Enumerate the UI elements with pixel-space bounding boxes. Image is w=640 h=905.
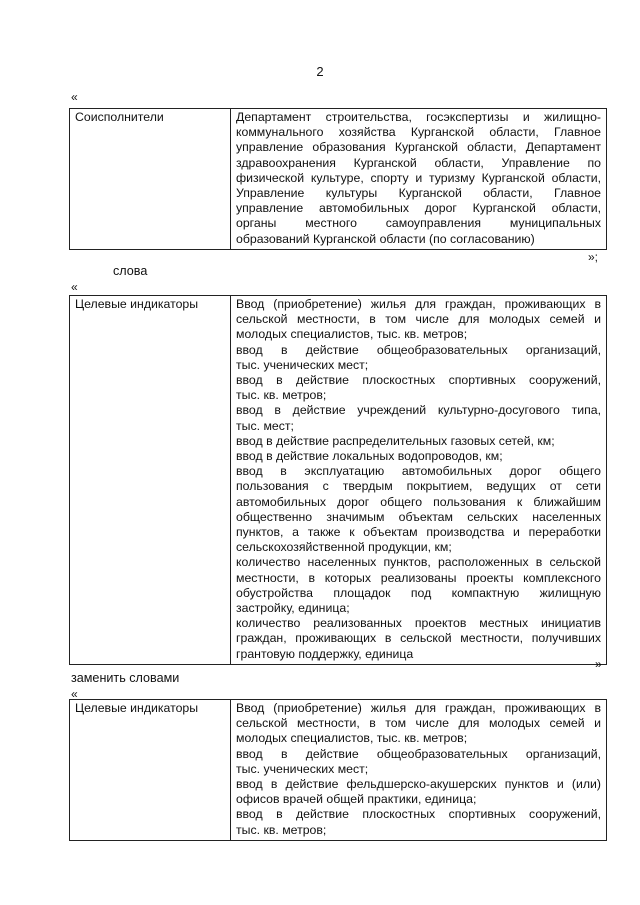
text-line: автомобильных дорог общего пользования к ближайшим [236,494,601,509]
text-line: органы местного самоуправления муниципальных [236,216,601,231]
closing-quote: »; [588,250,599,264]
text-line: здравоохранения Курганской области, Управление по [236,155,601,170]
text-line: молодых специалистов, тыс. кв. метров; [236,327,468,342]
text-line: ввод в действие учреждений культурно-досугового типа, [236,403,601,418]
co-executors-text [231,109,607,250]
co-executors-table [69,108,607,250]
text-line: ввод в действие локальных водопроводов, км; [236,449,503,464]
text-line: количество населенных пунктов, расположенных в сельской [236,555,601,570]
text-line: молодых специалистов, тыс. кв. метров; [236,731,468,746]
text-line: ввод в действие плоскостных спортивных сооружений, [236,807,601,822]
text-line: граждан, проживающих в сельской местности, получивших [236,631,601,646]
text-line: ввод в действие плоскостных спортивных сооружений, [236,373,601,388]
text-line: ввод в действие общеобразовательных организаций, [236,746,601,761]
opening-quote: « [71,90,78,104]
text-line: застройку, единица; [236,601,350,616]
target-indicators-old-table [69,295,607,665]
row-label-target-indicators: Целевые индикаторы [70,296,231,665]
word-slova: слова [113,264,148,278]
replace-with-words: заменить словами [71,671,180,685]
text-line: Ввод (приобретение) жилья для граждан, проживающих в [236,701,601,715]
text-line: Управление культуры Курганской области, Главное [236,186,601,201]
text-line: управление образования Курганской области, Департамент [236,140,601,155]
text-line: сельской местности, в том числе для молодых семей и [236,312,601,327]
page-number: 2 [316,64,324,79]
text-line: тыс. кв. метров; [236,822,327,837]
target-indicators-old-text [231,296,607,665]
text-line: сельской местности, в том числе для молодых семей и [236,716,601,731]
text-line: тыс. мест; [236,418,294,433]
text-line: сельскохозяйственной продукции, км; [236,540,452,555]
text-line: ввод в действие фельдшерско-акушерских пунктов и (или) [236,777,601,792]
text-line: коммунального хозяйства Курганской области, Главное [236,125,601,140]
target-indicators-new-text [231,700,607,841]
text-line: ввод в действие распределительных газовых сетей, км; [236,433,555,448]
text-line: тыс. ученических мест; [236,357,369,372]
text-line: общественно значимым объектам сельских населенных [236,509,601,524]
row-label-target-indicators: Целевые индикаторы [70,700,231,841]
text-line: офисов врачей общей практики, единица; [236,792,477,807]
text-line: физической культуре, спорту и туризму Курганской области, [236,170,601,185]
text-line: ввод в эксплуатацию автомобильных дорог общего [236,464,601,479]
row-label-co-executors: Соисполнители [70,109,231,250]
text-line: грантовую поддержку, единица [236,646,414,661]
text-line: пользования с твердым покрытием, ведущих от сети [236,479,601,494]
text-line: Ввод (приобретение) жилья для граждан, проживающих в [236,297,601,311]
text-line: количество реализованных проектов местных инициатив [236,616,601,631]
text-line: тыс. кв. метров; [236,388,327,403]
closing-quote: » [595,657,602,671]
text-line: ввод в действие общеобразовательных организаций, [236,342,601,357]
opening-quote: « [71,280,78,294]
text-line: тыс. ученических мест; [236,761,369,776]
text-line: пунктов, а также к объектам производства и переработки [236,525,601,540]
text-line: местности, в которых реализованы проекты комплексного [236,570,601,585]
text-line: образований Курганской области (по согласованию) [236,231,535,246]
text-line: Департамент строительства, госэкспертизы и жилищно- [236,110,601,124]
opening-quote: « [71,687,78,701]
target-indicators-new-table [69,699,607,841]
text-line: обустройства площадок под компактную жилищную [236,585,601,600]
text-line: управление автомобильных дорог Курганской области, [236,201,601,216]
